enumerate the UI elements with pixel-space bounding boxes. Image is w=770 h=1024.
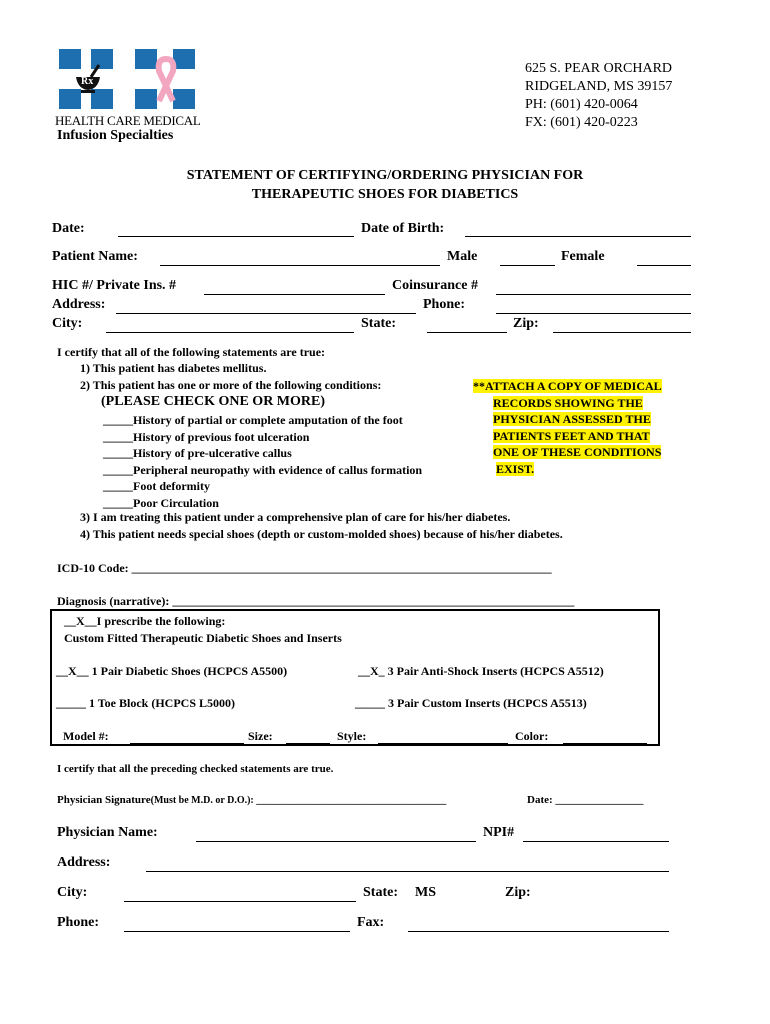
- physician-state-label: State:: [363, 885, 398, 900]
- dob-field[interactable]: [465, 236, 691, 237]
- condition-list: [103, 412, 422, 512]
- physician-city-label: City:: [57, 885, 88, 900]
- patient-name-label: Patient Name:: [52, 249, 138, 264]
- state-field[interactable]: [427, 332, 507, 333]
- form-title: [0, 166, 770, 204]
- signature-date-field[interactable]: Date: ________________: [527, 794, 644, 806]
- physician-state-value[interactable]: MS: [415, 885, 436, 900]
- color-field[interactable]: [563, 743, 647, 744]
- title-line2: THERAPEUTIC SHOES FOR DIABETICS: [251, 187, 519, 202]
- diagnosis-field[interactable]: Diagnosis (narrative): ___________________________________________________________________: [57, 594, 575, 608]
- city-label: City:: [52, 316, 83, 331]
- style-label: Style:: [337, 729, 367, 743]
- physician-zip-label: Zip:: [505, 885, 531, 900]
- attach-line-3: PHYSICIAN ASSESSED THE: [493, 412, 651, 427]
- state-label: State:: [361, 316, 396, 331]
- condition-amputation[interactable]: _____History of partial or complete amputation of the foot: [103, 413, 403, 427]
- attach-line-5: ONE OF THESE CONDITIONS: [493, 445, 662, 460]
- logo-line2: Infusion Specialties: [57, 128, 174, 143]
- phone-label: Phone:: [423, 297, 465, 312]
- signature-label: Physician Signature: [57, 794, 151, 806]
- signature-note: (Must be M.D. or D.O.): ______________________________________: [150, 795, 447, 806]
- prescribe-item: Custom Fitted Therapeutic Diabetic Shoes and Inserts: [64, 631, 342, 645]
- option-anti-shock-inserts[interactable]: __X_ 3 Pair Anti-Shock Inserts (HCPCS A5512): [358, 664, 604, 678]
- address-label: Address:: [52, 297, 106, 312]
- zip-label: Zip:: [513, 316, 539, 331]
- male-label: Male: [447, 249, 478, 264]
- signature-line[interactable]: [57, 794, 446, 806]
- hic-label: HIC #/ Private Ins. #: [52, 278, 177, 293]
- statement-3: 3) I am treating this patient under a comprehensive plan of care for his/her diabetes.: [80, 510, 511, 524]
- npi-field[interactable]: [523, 841, 669, 842]
- prescription-box: [50, 609, 660, 746]
- attach-notice: [473, 378, 662, 478]
- date-label: Date:: [52, 221, 85, 236]
- model-label: Model #:: [63, 729, 109, 743]
- physician-phone-label: Phone:: [57, 915, 99, 930]
- awareness-ribbon-icon: [151, 55, 181, 110]
- zip-field[interactable]: [553, 332, 691, 333]
- rx-symbol: Rx: [81, 76, 94, 87]
- phone-field[interactable]: [496, 313, 691, 314]
- male-checkbox[interactable]: [500, 265, 555, 266]
- npi-label: NPI#: [483, 825, 515, 840]
- address-fax: FX: (601) 420-0223: [525, 115, 638, 130]
- prescribe-line[interactable]: __X__I prescribe the following:: [64, 614, 226, 628]
- female-label: Female: [561, 249, 605, 264]
- attach-line-6: EXIST.: [496, 461, 535, 476]
- physician-address-field[interactable]: [146, 871, 669, 872]
- physician-fax-field[interactable]: [408, 931, 669, 932]
- female-checkbox[interactable]: [637, 265, 691, 266]
- coinsurance-field[interactable]: [496, 294, 691, 295]
- date-field[interactable]: [118, 236, 354, 237]
- check-instruction: (PLEASE CHECK ONE OR MORE): [101, 394, 326, 409]
- address-phone: PH: (601) 420-0064: [525, 97, 638, 112]
- address-field[interactable]: [116, 313, 416, 314]
- attach-line-1: **ATTACH A COPY OF MEDICAL: [473, 379, 662, 393]
- attach-line-4: PATIENTS FEET AND THAT: [493, 428, 650, 443]
- style-field[interactable]: [378, 743, 508, 744]
- condition-callus[interactable]: _____History of pre-ulcerative callus: [103, 446, 292, 461]
- option-diabetic-shoes[interactable]: __X__ 1 Pair Diabetic Shoes (HCPCS A5500): [56, 664, 288, 678]
- company-address: [525, 60, 672, 132]
- attach-line-2: RECORDS SHOWING THE: [493, 395, 643, 410]
- physician-city-field[interactable]: [124, 901, 356, 902]
- statement-1: 1) This patient has diabetes mellitus.: [80, 361, 267, 375]
- address-street: 625 S. PEAR ORCHARD: [525, 61, 673, 76]
- certify-intro: I certify that all of the following statements are true:: [57, 345, 326, 359]
- city-field[interactable]: [106, 332, 354, 333]
- mortar-pestle-icon: [73, 63, 103, 95]
- option-custom-inserts[interactable]: _____ 3 Pair Custom Inserts (HCPCS A5513): [355, 696, 587, 710]
- dob-label: Date of Birth:: [361, 221, 445, 236]
- physician-name-label: Physician Name:: [57, 825, 158, 840]
- condition-ulceration[interactable]: _____History of previous foot ulceration: [103, 429, 310, 444]
- option-toe-block[interactable]: _____ 1 Toe Block (HCPCS L5000): [56, 696, 236, 710]
- color-label: Color:: [515, 729, 549, 743]
- icd-code-field[interactable]: ICD-10 Code: ______________________________________________________________________: [57, 561, 552, 575]
- coinsurance-label: Coinsurance #: [392, 278, 478, 293]
- statement-4: 4) This patient needs special shoes (depth or custom-molded shoes) because of his/her diabetes.: [80, 527, 563, 541]
- hic-field[interactable]: [204, 294, 385, 295]
- physician-name-field[interactable]: [196, 841, 476, 842]
- address-city: RIDGELAND, MS 39157: [525, 79, 673, 94]
- condition-deformity[interactable]: _____Foot deformity: [103, 479, 210, 494]
- model-field[interactable]: [130, 743, 244, 744]
- signature-certify: I certify that all the preceding checked statements are true.: [57, 763, 334, 775]
- patient-name-field[interactable]: [160, 265, 440, 266]
- logo-line1: HEALTH CARE MEDICAL: [55, 113, 201, 128]
- condition-neuropathy[interactable]: _____Peripheral neuropathy with evidence of callus formation: [103, 462, 423, 477]
- physician-fax-label: Fax:: [357, 915, 385, 930]
- company-logo: [55, 45, 205, 145]
- statement-2: 2) This patient has one or more of the following conditions:: [80, 378, 382, 392]
- condition-circulation[interactable]: _____Poor Circulation: [103, 495, 219, 510]
- size-label: Size:: [248, 729, 273, 743]
- size-field[interactable]: [286, 743, 330, 744]
- physician-address-label: Address:: [57, 855, 111, 870]
- physician-phone-field[interactable]: [124, 931, 350, 932]
- title-line1: STATEMENT OF CERTIFYING/ORDERING PHYSICIAN FOR: [186, 168, 584, 183]
